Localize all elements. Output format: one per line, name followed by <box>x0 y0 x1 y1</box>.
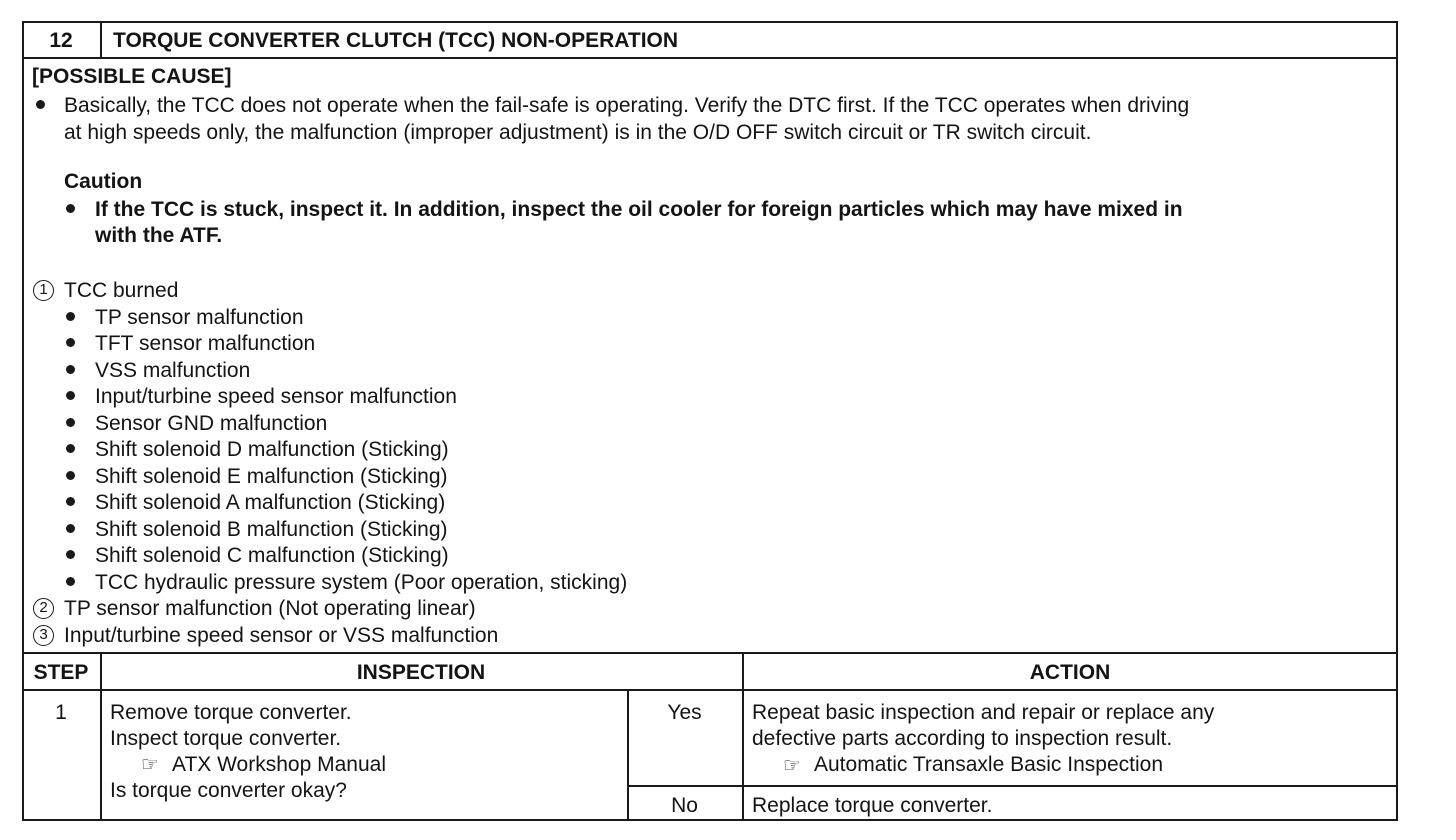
no-action-text: Replace torque converter. <box>752 794 993 817</box>
table-header-divider <box>22 689 1398 691</box>
cause-item: Shift solenoid C malfunction (Sticking) <box>95 544 449 567</box>
inspection-text: Inspect torque converter. <box>110 727 342 750</box>
caution-heading: Caution <box>64 170 143 193</box>
header-number-divider <box>100 21 102 58</box>
cause-item: Shift solenoid D malfunction (Sticking) <box>95 438 449 461</box>
yes-action-text: defective parts according to inspection result. <box>752 727 1173 750</box>
caution-bullet <box>66 204 75 213</box>
yes-no-divider <box>627 785 1398 787</box>
cause-2-number: 2 <box>33 598 54 619</box>
reference-hand-icon: ☞ <box>783 755 801 777</box>
possible-cause-heading: [POSSIBLE CAUSE] <box>32 65 232 88</box>
inspection-header: INSPECTION <box>356 661 486 684</box>
caution-text-line1: If the TCC is stuck, inspect it. In addition, inspect the oil cooler for foreign particles which may have mixed in <box>95 198 1183 221</box>
cause-item-bullet <box>66 391 75 400</box>
cause-1-number: 1 <box>33 280 54 301</box>
cause-item: TP sensor malfunction <box>95 306 304 329</box>
table-top-divider <box>22 652 1398 654</box>
cause-item: VSS malfunction <box>95 359 251 382</box>
cause-item-bullet <box>66 418 75 427</box>
yes-action-text: Repeat basic inspection and repair or replace any <box>752 701 1215 724</box>
inspection-text: Remove torque converter. <box>110 701 352 724</box>
inspection-reference: ATX Workshop Manual <box>172 753 386 776</box>
cause-2-label: TP sensor malfunction (Not operating linear) <box>64 597 476 620</box>
cause-item-bullet <box>66 312 75 321</box>
intro-bullet <box>36 100 45 109</box>
cause-item: TCC hydraulic pressure system (Poor operation, sticking) <box>95 571 628 594</box>
action-header: ACTION <box>1029 661 1111 684</box>
header-divider <box>22 57 1398 59</box>
cause-3-number: 3 <box>33 625 54 646</box>
cause-item-bullet <box>66 577 75 586</box>
cause-3-label: Input/turbine speed sensor or VSS malfunction <box>64 624 499 647</box>
cause-item: Input/turbine speed sensor malfunction <box>95 385 457 408</box>
yes-action-reference: Automatic Transaxle Basic Inspection <box>814 753 1164 776</box>
cause-item-bullet <box>66 444 75 453</box>
inspection-question: Is torque converter okay? <box>110 779 347 802</box>
cause-item-bullet <box>66 524 75 533</box>
caution-text-line2: with the ATF. <box>95 224 223 247</box>
section-title: TORQUE CONVERTER CLUTCH (TCC) NON-OPERATION <box>113 29 679 52</box>
intro-text-line1: Basically, the TCC does not operate when the fail-safe is operating. Verify the DTC first. If the TCC operates when driving <box>64 94 1190 117</box>
cause-item: Shift solenoid E malfunction (Sticking) <box>95 465 448 488</box>
step-number: 1 <box>55 701 67 724</box>
cause-item: Sensor GND malfunction <box>95 412 328 435</box>
cause-item-bullet <box>66 338 75 347</box>
cause-item-bullet <box>66 550 75 559</box>
section-number: 12 <box>49 29 73 52</box>
reference-hand-icon: ☞ <box>141 754 159 776</box>
no-label: No <box>671 794 698 817</box>
cause-item: Shift solenoid B malfunction (Sticking) <box>95 518 448 541</box>
cause-1-label: TCC burned <box>64 279 179 302</box>
cause-item: Shift solenoid A malfunction (Sticking) <box>95 491 446 514</box>
yes-label: Yes <box>667 701 702 724</box>
step-header: STEP <box>33 661 89 684</box>
cause-item-bullet <box>66 497 75 506</box>
cause-item-bullet <box>66 365 75 374</box>
intro-text-line2: at high speeds only, the malfunction (improper adjustment) is in the O/D OFF switch circuit or TR switch circuit. <box>64 121 1092 144</box>
cause-item-bullet <box>66 471 75 480</box>
cause-item: TFT sensor malfunction <box>95 332 316 355</box>
